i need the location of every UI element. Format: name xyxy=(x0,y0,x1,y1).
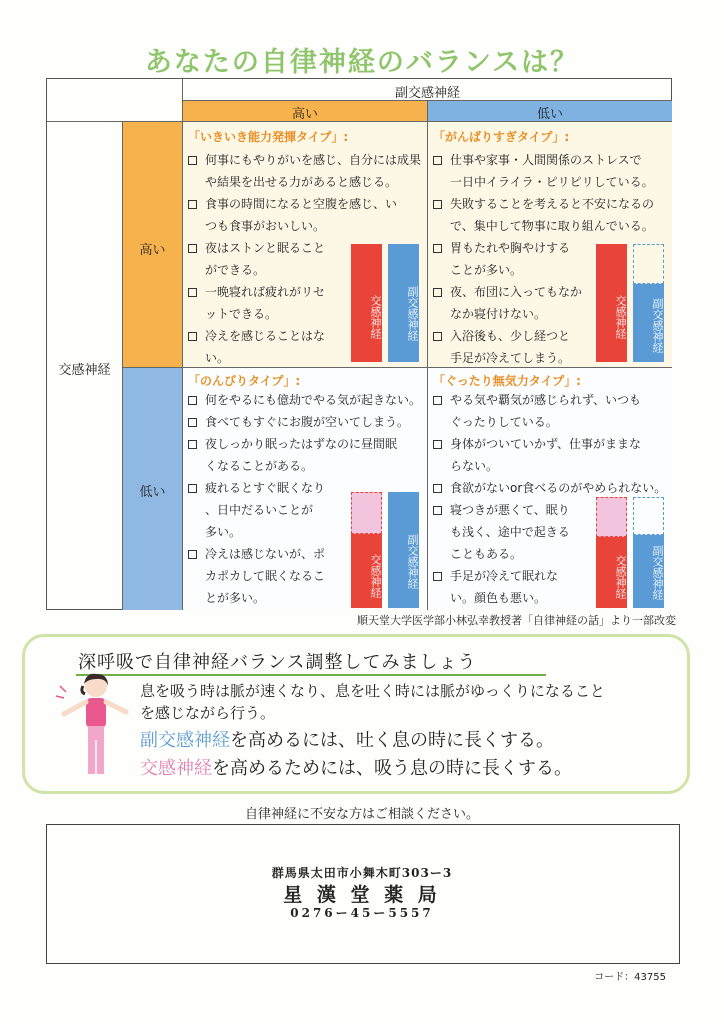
checkbox-icon xyxy=(433,332,442,341)
pharmacy-phone: 0276ー45ー5557 xyxy=(290,906,434,920)
row-low-label: 低い xyxy=(139,485,166,500)
checkbox-icon xyxy=(188,156,197,165)
breathing-title: 深呼吸で自律神経バランス調整してみましょう xyxy=(78,652,477,673)
q1-sympathetic-bar: 交感神経 xyxy=(351,244,382,362)
q1-parasympathetic-bar: 副交感神経 xyxy=(388,244,419,362)
col-high-label: 高い xyxy=(291,107,318,122)
checklist-item-text: なか寝付けない。 xyxy=(450,307,547,321)
checklist-item-text: 何事にもやりがいを感じ、自分には成果 xyxy=(205,153,422,167)
checklist-item-text: 身体がついていかず、仕事がままな xyxy=(450,437,642,451)
checklist-item-text: も浅く、途中で起きる xyxy=(450,525,570,539)
checklist-item-text: 、日中だるいことが xyxy=(205,503,314,517)
grid-line xyxy=(427,100,428,610)
breath-marks xyxy=(56,686,66,698)
checklist-item-text: 多い。 xyxy=(205,525,242,539)
checklist-item-text: 一晩寝れば疲れがリセ xyxy=(205,285,325,299)
checkbox-icon xyxy=(433,244,442,253)
checklist-item-text: 食事の時間になると空腹を感じ、い xyxy=(205,197,398,211)
checklist-item-text: 夜しっかり眠ったはずなのに昼間眠 xyxy=(205,437,398,451)
col-header: 副交感神経 xyxy=(394,86,460,101)
q4-sympathetic-deficit xyxy=(596,497,627,537)
checkbox-icon xyxy=(188,288,197,297)
checklist-item-text: ができる。 xyxy=(205,263,266,277)
checklist-item-text: 仕事や家事・人間関係のストレスで xyxy=(450,153,642,167)
checklist-item-text: とが多い。 xyxy=(205,591,266,605)
parasympathetic-word: 副交感神経 xyxy=(140,730,230,751)
checkbox-icon xyxy=(433,200,442,209)
checklist-item-text: い。 xyxy=(205,351,230,365)
checklist-item-text: らない。 xyxy=(450,459,499,473)
checklist-item-text: やる気や覇気が感じられず、いつも xyxy=(450,393,642,407)
title-underline xyxy=(76,674,546,676)
checklist-item-text: 入浴後も、少し経つと xyxy=(450,329,571,343)
checklist-item-text: 胃もたれや胸やけする xyxy=(450,241,571,255)
checkbox-icon xyxy=(188,550,197,559)
row-high-label: 高い xyxy=(139,243,166,258)
q4-parasympathetic-bar: 副交感神経 xyxy=(633,535,664,608)
row-header: 交感神経 xyxy=(58,363,111,378)
checklist-item-text: ぐったりしている。 xyxy=(450,415,558,429)
checklist-item-text: 何をやるにも億劫でやる気が起きない。 xyxy=(205,393,422,407)
pharmacy-name: 星 漢 堂 薬 局 xyxy=(283,884,441,906)
q3-sympathetic-bar: 交感神経 xyxy=(351,534,382,608)
checklist-item-text: 寝つきが悪くて、眠り xyxy=(450,503,570,517)
q3-parasympathetic-bar: 副交感神経 xyxy=(388,492,419,608)
checklist-item-text: い。顔色も悪い。 xyxy=(450,591,547,605)
q3-sympathetic-deficit xyxy=(351,492,382,534)
checklist-item-text: や結果を出せる力があると感じる。 xyxy=(205,175,398,189)
checkbox-icon xyxy=(188,200,197,209)
checkbox-icon xyxy=(433,396,442,405)
checkbox-icon xyxy=(433,156,442,165)
breathing-line-4 xyxy=(140,756,572,782)
woman-arm-left xyxy=(64,702,86,714)
q4-title: 「ぐったり無気力タイプ」: xyxy=(433,374,581,388)
checkbox-icon xyxy=(433,288,442,297)
grid-line xyxy=(182,79,183,610)
checklist-item-text: つも食事がおいしい。 xyxy=(205,219,326,233)
checkbox-icon xyxy=(433,484,442,493)
checkbox-icon xyxy=(188,440,197,449)
q2-parasympathetic-bar: 副交感神経 xyxy=(633,284,664,362)
woman-arm-right xyxy=(106,702,126,712)
breathing-line-3-rest: を高めるには、吐く息の時に長くする。 xyxy=(230,730,554,751)
q2-sympathetic-bar: 交感神経 xyxy=(596,244,627,362)
product-code: コード：43755 xyxy=(594,972,666,983)
checklist-item-text: こともある。 xyxy=(450,547,523,561)
checklist-item-text: 手足が冷えて眠れな xyxy=(450,569,559,583)
checkbox-icon xyxy=(188,418,197,427)
sympathetic-word: 交感神経 xyxy=(140,758,212,779)
checklist-item-text: 疲れるとすぐ眠くなり xyxy=(205,481,326,495)
woman-illustration xyxy=(50,670,140,785)
checklist-item-text: 食欲がないor食べるのがやめられない。 xyxy=(450,481,667,495)
checkbox-icon xyxy=(188,484,197,493)
q1-title: 「いきいき能力発揮タイプ」: xyxy=(188,130,349,144)
checkbox-icon xyxy=(188,244,197,253)
checkbox-icon xyxy=(188,396,197,405)
consult-note: 自律神経に不安な方はご相談ください。 xyxy=(244,807,479,822)
checklist-item-text: 夜はストンと眠ること xyxy=(205,241,326,255)
checklist-item-text: 失敗することを考えると不安になるの xyxy=(450,197,655,211)
page-title: あなたの自律神経のバランスは？ xyxy=(144,47,580,78)
woman-shirt xyxy=(86,698,106,728)
checklist-item-text: 食べてもすぐにお腹が空いてしまう。 xyxy=(205,415,410,429)
checkbox-icon xyxy=(433,572,442,581)
checkbox-icon xyxy=(433,506,442,515)
q4-sympathetic-bar: 交感神経 xyxy=(596,537,627,608)
checkbox-icon xyxy=(433,440,442,449)
checklist-item-text: 冷えを感じることはな xyxy=(205,329,326,343)
source-credit: 順天堂大学医学部小林弘幸教授著「自律神経の話」より一部改変 xyxy=(357,614,676,627)
q2-parasympathetic-deficit xyxy=(633,244,664,284)
checklist-item-text: 一日中イライラ・ピリピリしている。 xyxy=(450,175,654,189)
q4-parasympathetic-deficit xyxy=(633,497,664,535)
checklist-item-text: 夜、布団に入ってもなか xyxy=(450,285,583,299)
checklist-item-text: カポカして眠くなるこ xyxy=(205,569,326,583)
grid-line xyxy=(122,121,123,610)
breathing-line-4-rest: を高めるためには、吸う息の時に長くする。 xyxy=(212,758,572,779)
checklist-item-text: ットできる。 xyxy=(205,307,278,321)
breathing-line-2: を感じながら行う。 xyxy=(140,704,276,722)
q3-title: 「のんびりタイプ」: xyxy=(188,374,301,388)
woman-hair-side xyxy=(82,686,85,694)
checklist-item-text: 冷えは感じないが、ポ xyxy=(205,547,326,561)
breathing-line-3 xyxy=(140,728,554,754)
checklist-item-text: 手足が冷えてしまう。 xyxy=(450,351,571,365)
q2-title: 「がんばりすぎタイプ」: xyxy=(433,130,570,144)
checklist-item-text: ことが多い。 xyxy=(450,263,523,277)
checklist-item-text: で、集中して物事に取り組んでいる。 xyxy=(450,219,654,233)
balance-table xyxy=(46,78,672,610)
checkbox-icon xyxy=(188,332,197,341)
pharmacy-address: 群馬県太田市小舞木町303ー3 xyxy=(271,866,453,880)
breathing-line-1: 息を吸う時は脈が速くなり、息を吐く時には脈がゆっくりになること xyxy=(140,682,605,700)
col-low-label: 低い xyxy=(536,107,563,122)
checklist-item-text: くなることがある。 xyxy=(205,459,314,473)
